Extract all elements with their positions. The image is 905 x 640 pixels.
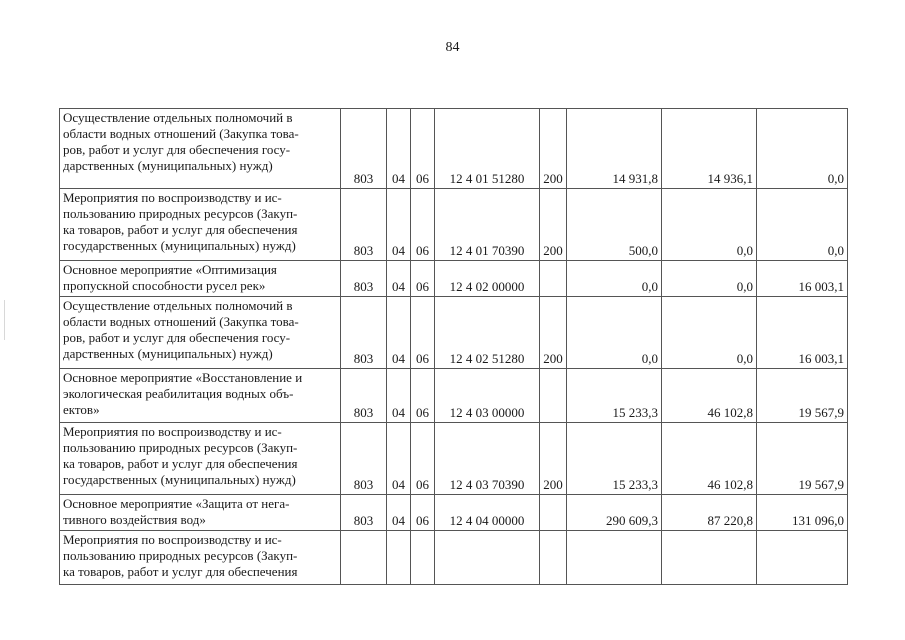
description-line: пользованию природных ресурсов (Закуп- xyxy=(63,440,298,455)
row-description xyxy=(60,369,341,423)
description-line: пользованию природных ресурсов (Закуп- xyxy=(63,206,298,221)
cell-ministry: 803 xyxy=(341,109,387,189)
cell-sum-year3: 0,0 xyxy=(757,109,848,189)
description-line: Осуществление отдельных полномочий в xyxy=(63,110,293,125)
description-line: области водных отношений (Закупка това- xyxy=(63,314,299,329)
description-line: ров, работ и услуг для обеспечения госу- xyxy=(63,142,291,157)
description-line: Мероприятия по воспроизводству и ис- xyxy=(63,424,282,439)
cell-sum-year2: 0,0 xyxy=(662,297,757,369)
description-line: ка товаров, работ и услуг для обеспечения xyxy=(63,456,298,471)
description-line: государственных (муниципальных) нужд) xyxy=(63,472,296,487)
cell-sum-year3 xyxy=(757,531,848,585)
row-description xyxy=(60,297,341,369)
description-line: Осуществление отдельных полномочий в xyxy=(63,298,293,313)
table-row xyxy=(60,297,848,369)
cell-sum-year1: 15 233,3 xyxy=(567,423,662,495)
description-line: дарственных (муниципальных) нужд) xyxy=(63,346,273,361)
cell-sum-year2: 46 102,8 xyxy=(662,369,757,423)
cell-ministry: 803 xyxy=(341,369,387,423)
cell-subsection: 06 xyxy=(411,189,435,261)
cell-target-article xyxy=(435,531,540,585)
cell-sum-year3: 19 567,9 xyxy=(757,369,848,423)
description-line: тивного воздействия вод» xyxy=(63,512,206,527)
cell-expense-type xyxy=(540,531,567,585)
cell-subsection xyxy=(411,531,435,585)
table-row xyxy=(60,423,848,495)
cell-sum-year3: 0,0 xyxy=(757,189,848,261)
cell-expense-type: 200 xyxy=(540,297,567,369)
row-description xyxy=(60,189,341,261)
cell-subsection: 06 xyxy=(411,369,435,423)
cell-target-article: 12 4 03 00000 xyxy=(435,369,540,423)
description-line: Основное мероприятие «Защита от нега- xyxy=(63,496,290,511)
row-description xyxy=(60,423,341,495)
cell-target-article: 12 4 01 70390 xyxy=(435,189,540,261)
cell-section: 04 xyxy=(387,189,411,261)
cell-sum-year2 xyxy=(662,531,757,585)
cell-section: 04 xyxy=(387,297,411,369)
description-line: пропускной способности русел рек» xyxy=(63,278,266,293)
cell-sum-year1: 15 233,3 xyxy=(567,369,662,423)
description-line: ектов» xyxy=(63,402,100,417)
cell-target-article: 12 4 04 00000 xyxy=(435,495,540,531)
row-description xyxy=(60,495,341,531)
cell-target-article: 12 4 03 70390 xyxy=(435,423,540,495)
description-line: Основное мероприятие «Восстановление и xyxy=(63,370,303,385)
description-line: ка товаров, работ и услуг для обеспечения xyxy=(63,222,298,237)
cell-subsection: 06 xyxy=(411,109,435,189)
cell-sum-year3: 16 003,1 xyxy=(757,261,848,297)
table-row xyxy=(60,189,848,261)
description-line: Мероприятия по воспроизводству и ис- xyxy=(63,532,282,547)
cell-subsection: 06 xyxy=(411,495,435,531)
cell-sum-year2: 0,0 xyxy=(662,261,757,297)
cell-sum-year1: 0,0 xyxy=(567,261,662,297)
cell-section: 04 xyxy=(387,261,411,297)
cell-target-article: 12 4 02 51280 xyxy=(435,297,540,369)
cell-target-article: 12 4 02 00000 xyxy=(435,261,540,297)
cell-subsection: 06 xyxy=(411,297,435,369)
cell-sum-year3: 16 003,1 xyxy=(757,297,848,369)
cell-target-article: 12 4 01 51280 xyxy=(435,109,540,189)
cell-sum-year1: 500,0 xyxy=(567,189,662,261)
table-row xyxy=(60,495,848,531)
cell-sum-year2: 87 220,8 xyxy=(662,495,757,531)
description-line: экологическая реабилитация водных объ- xyxy=(63,386,294,401)
description-line: области водных отношений (Закупка това- xyxy=(63,126,299,141)
cell-section: 04 xyxy=(387,423,411,495)
description-line: ров, работ и услуг для обеспечения госу- xyxy=(63,330,291,345)
cell-section: 04 xyxy=(387,369,411,423)
cell-sum-year1: 290 609,3 xyxy=(567,495,662,531)
cell-expense-type: 200 xyxy=(540,423,567,495)
budget-table xyxy=(59,108,848,585)
cell-expense-type xyxy=(540,495,567,531)
cell-subsection: 06 xyxy=(411,423,435,495)
cell-ministry: 803 xyxy=(341,495,387,531)
cell-sum-year2: 14 936,1 xyxy=(662,109,757,189)
budget-table-body xyxy=(60,109,848,585)
description-line: государственных (муниципальных) нужд) xyxy=(63,238,296,253)
table-row xyxy=(60,531,848,585)
cell-sum-year3: 131 096,0 xyxy=(757,495,848,531)
description-line: Мероприятия по воспроизводству и ис- xyxy=(63,190,282,205)
cell-sum-year2: 0,0 xyxy=(662,189,757,261)
cell-sum-year2: 46 102,8 xyxy=(662,423,757,495)
description-line: пользованию природных ресурсов (Закуп- xyxy=(63,548,298,563)
cell-expense-type xyxy=(540,369,567,423)
cell-section xyxy=(387,531,411,585)
cell-ministry: 803 xyxy=(341,261,387,297)
cell-expense-type: 200 xyxy=(540,189,567,261)
description-line: ка товаров, работ и услуг для обеспечения xyxy=(63,564,298,579)
scan-edge-mark xyxy=(4,300,5,340)
cell-ministry: 803 xyxy=(341,423,387,495)
row-description xyxy=(60,261,341,297)
cell-sum-year3: 19 567,9 xyxy=(757,423,848,495)
cell-subsection: 06 xyxy=(411,261,435,297)
cell-expense-type: 200 xyxy=(540,109,567,189)
cell-ministry: 803 xyxy=(341,297,387,369)
description-line: дарственных (муниципальных) нужд) xyxy=(63,158,273,173)
row-description xyxy=(60,531,341,585)
cell-ministry: 803 xyxy=(341,189,387,261)
cell-expense-type xyxy=(540,261,567,297)
cell-sum-year1: 0,0 xyxy=(567,297,662,369)
cell-section: 04 xyxy=(387,495,411,531)
table-row xyxy=(60,261,848,297)
page-number: 84 xyxy=(445,40,460,55)
cell-ministry xyxy=(341,531,387,585)
cell-section: 04 xyxy=(387,109,411,189)
cell-sum-year1 xyxy=(567,531,662,585)
table-row xyxy=(60,109,848,189)
table-row xyxy=(60,369,848,423)
row-description xyxy=(60,109,341,189)
description-line: Основное мероприятие «Оптимизация xyxy=(63,262,277,277)
cell-sum-year1: 14 931,8 xyxy=(567,109,662,189)
